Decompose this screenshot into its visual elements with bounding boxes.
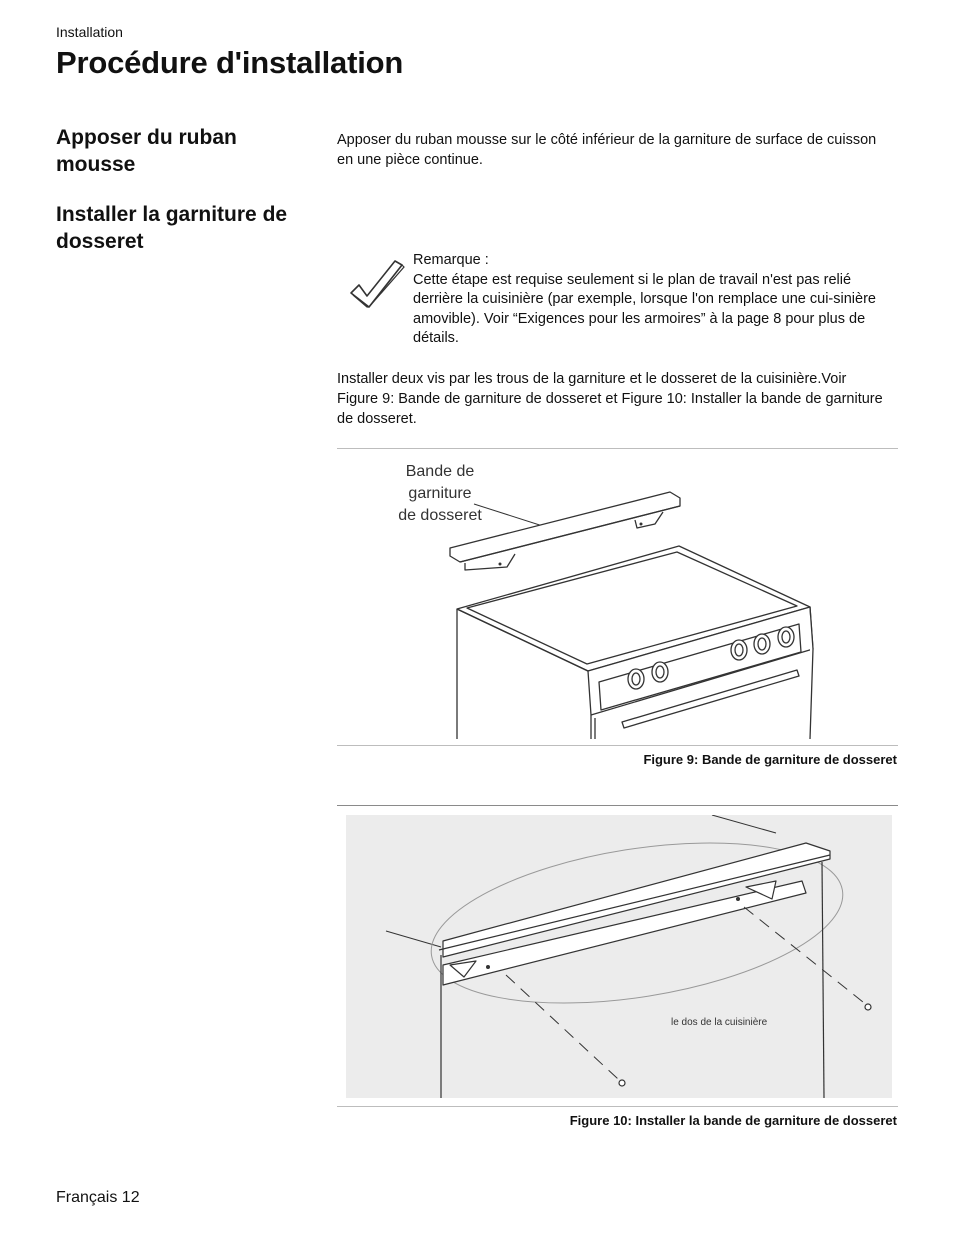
- heading-backsplash-trim: Installer la garniture de dosseret: [56, 203, 288, 253]
- figure9-callout-line3: de dosseret: [398, 507, 482, 524]
- paragraph-install-screws: Installer deux vis par les trous de la garniture et le dosseret de la cuisinière.Voir Figure 9: Bande de garniture de dosseret et Figure 10: Installer la bande de garniture de dosseret.: [337, 371, 883, 427]
- page-title: Procédure d'installation: [56, 45, 404, 80]
- screw-hole: [499, 563, 502, 566]
- checkmark-icon: [345, 255, 407, 311]
- page-footer: Français 12: [56, 1189, 140, 1206]
- note-text: Cette étape est requise seulement si le plan de travail n'est pas relié derrière la cuisinière (par exemple, lorsque l'on remplace une cui-sinière amovible). Voir “Exigences pour les armoires” à la page 8 pour plus de détails.: [413, 271, 876, 346]
- paragraph-foam-tape: Apposer du ruban mousse sur le côté inférieur de la garniture de surface de cuisson en une pièce continue.: [337, 132, 877, 168]
- figure9-illustration: [337, 452, 898, 739]
- figure10-bottom-rule: [337, 1106, 898, 1107]
- section-label: Installation: [56, 24, 123, 40]
- figure9-top-rule: [337, 448, 898, 449]
- figure10-illustration: [346, 815, 892, 1098]
- figure9-callout-line1: Bande de: [405, 463, 475, 480]
- screw-hole: [640, 523, 643, 526]
- screw-hole-right: [736, 897, 740, 901]
- figure9-callout-line2: garniture: [408, 485, 472, 502]
- note-label: Remarque :: [413, 252, 489, 268]
- figure10-label: le dos de la cuisinière: [671, 1017, 768, 1028]
- note-block: [413, 251, 893, 349]
- heading-foam-tape: Apposer du ruban mousse: [56, 126, 237, 176]
- figure10-caption: Figure 10: Installer la bande de garniture de dosseret: [569, 1113, 897, 1128]
- figure9-bottom-rule: [337, 745, 898, 746]
- screw-hole-left: [486, 965, 490, 969]
- figure10-top-rule: [337, 805, 898, 806]
- figure9-leader-line: [474, 504, 549, 528]
- figure9-caption: Figure 9: Bande de garniture de dosseret: [643, 752, 897, 767]
